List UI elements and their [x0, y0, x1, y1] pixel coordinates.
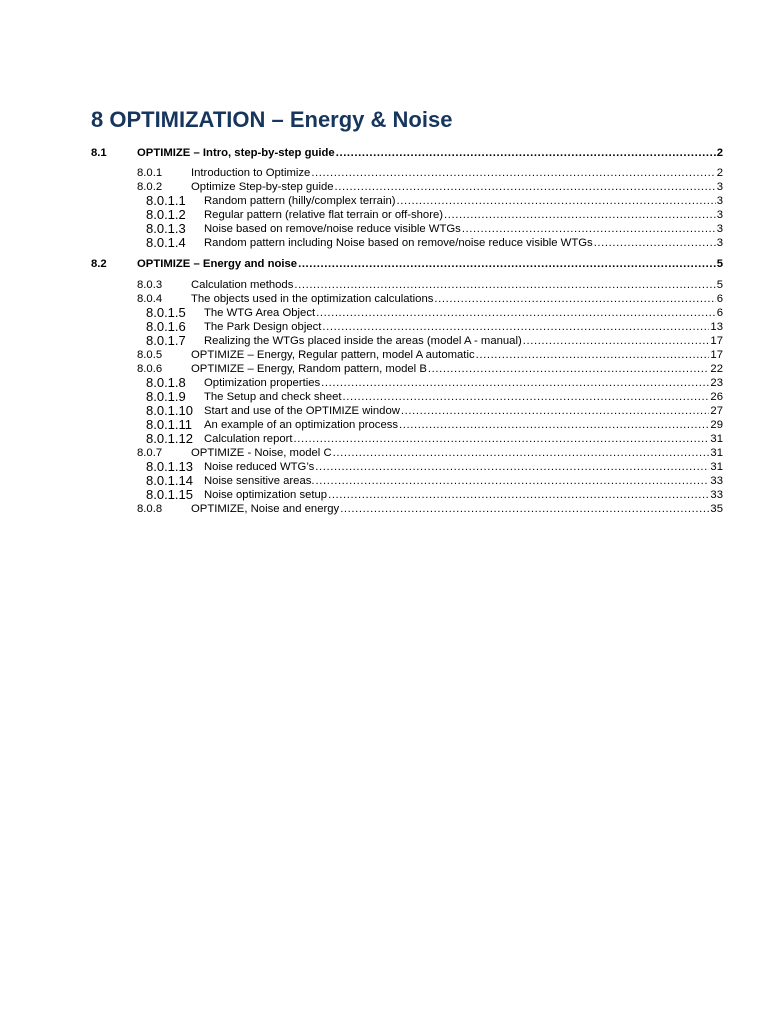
toc-entry-number: 8.1	[91, 147, 107, 159]
toc-entry-page-number: 35	[710, 503, 723, 515]
toc-entry-page-number: 3	[716, 195, 723, 207]
toc-entry-title: Calculation report	[204, 433, 293, 445]
toc-entry[interactable]	[137, 348, 723, 362]
toc-dot-leader	[322, 320, 709, 334]
toc-entry-page-number: 22	[710, 363, 723, 375]
toc-entry[interactable]	[137, 502, 723, 516]
toc-dot-leader	[315, 460, 709, 474]
toc-entry-number: 8.0.2	[137, 181, 163, 193]
toc-entry-title: The Setup and check sheet	[204, 391, 342, 403]
toc-entry[interactable]	[146, 488, 723, 502]
toc-entry-title: OPTIMIZE, Noise and energy	[191, 503, 340, 515]
toc-entry-number: 8.0.1.14	[146, 474, 193, 488]
toc-entry[interactable]	[146, 474, 723, 488]
toc-entry-number: 8.0.1	[137, 167, 163, 179]
toc-entry-title: Noise optimization setup	[204, 489, 328, 501]
toc-entry[interactable]	[91, 146, 723, 160]
toc-entry-number: 8.0.1.6	[146, 320, 186, 334]
toc-dot-leader	[336, 146, 716, 160]
toc-dot-leader	[462, 222, 716, 236]
toc-entry[interactable]	[137, 446, 723, 460]
toc-entry-page-number: 3	[716, 209, 723, 221]
toc-dot-leader	[428, 362, 710, 376]
toc-entry-number: 8.0.8	[137, 503, 163, 515]
toc-entry-number: 8.0.1.15	[146, 488, 193, 502]
toc-entry-page-number: 23	[710, 377, 723, 389]
toc-entry-number: 8.0.1.1	[146, 194, 186, 208]
toc-entry-number: 8.0.1.8	[146, 376, 186, 390]
toc-entry[interactable]	[137, 292, 723, 306]
toc-entry-number: 8.0.7	[137, 447, 163, 459]
toc-entry-page-number: 31	[710, 447, 723, 459]
toc-dot-leader	[594, 236, 716, 250]
toc-dot-leader	[321, 376, 709, 390]
toc-entry-number: 8.0.1.7	[146, 334, 186, 348]
toc-entry-title: The WTG Area Object	[204, 307, 316, 319]
toc-entry[interactable]	[137, 166, 723, 180]
toc-entry-page-number: 13	[710, 321, 723, 333]
toc-entry-number: 8.0.4	[137, 293, 163, 305]
toc-entry-number: 8.0.1.5	[146, 306, 186, 320]
toc-dot-leader	[335, 180, 716, 194]
toc-entry[interactable]	[137, 362, 723, 376]
toc-entry-title: OPTIMIZE – Energy, Random pattern, model B	[191, 363, 427, 375]
toc-entry-number: 8.0.6	[137, 363, 163, 375]
toc-entry-title: The Park Design object	[204, 321, 322, 333]
toc-entry-page-number: 3	[716, 237, 723, 249]
toc-dot-leader	[316, 306, 716, 320]
toc-dot-leader	[476, 348, 710, 362]
toc-entry-title: OPTIMIZE – Energy, Regular pattern, model A automatic	[191, 349, 475, 361]
toc-entry-page-number: 31	[710, 433, 723, 445]
toc-entry-number: 8.0.1.2	[146, 208, 186, 222]
toc-entry-page-number: 2	[716, 167, 723, 179]
toc-entry-page-number: 5	[716, 279, 723, 291]
toc-dot-leader	[328, 488, 709, 502]
toc-entry-page-number: 3	[716, 223, 723, 235]
toc-entry[interactable]	[137, 180, 723, 194]
toc-entry-page-number: 17	[710, 349, 723, 361]
toc-entry-title: OPTIMIZE - Noise, model C	[191, 447, 332, 459]
toc-entry-title: Random pattern (hilly/complex terrain)	[204, 195, 396, 207]
toc-dot-leader	[397, 194, 716, 208]
toc-entry-title: Random pattern including Noise based on remove/noise reduce visible WTGs	[204, 237, 593, 249]
toc-entry-number: 8.0.1.4	[146, 236, 186, 250]
toc-entry-page-number: 2	[716, 147, 723, 159]
toc-entry[interactable]	[146, 390, 723, 404]
toc-dot-leader	[343, 390, 710, 404]
toc-entry-number: 8.0.3	[137, 279, 163, 291]
toc-entry-page-number: 27	[710, 405, 723, 417]
toc-entry[interactable]	[146, 376, 723, 390]
toc-entry-page-number: 3	[716, 181, 723, 193]
toc-entry-title: Calculation methods	[191, 279, 294, 291]
toc-dot-leader	[444, 208, 716, 222]
toc-entry[interactable]	[146, 194, 723, 208]
toc-dot-leader	[298, 257, 716, 271]
toc-entry-title: Regular pattern (relative flat terrain or off-shore)	[204, 209, 444, 221]
toc-entry-number: 8.0.1.3	[146, 222, 186, 236]
toc-dot-leader	[316, 474, 710, 488]
toc-entry-title: Noise based on remove/noise reduce visible WTGs	[204, 223, 461, 235]
toc-entry[interactable]	[146, 334, 723, 348]
toc-entry[interactable]	[146, 418, 723, 432]
toc-entry-number: 8.0.1.11	[146, 418, 193, 432]
toc-entry[interactable]	[146, 306, 723, 320]
toc-entry-page-number: 6	[716, 307, 723, 319]
toc-entry-page-number: 33	[710, 489, 723, 501]
toc-entry[interactable]	[146, 460, 723, 474]
toc-dot-leader	[340, 502, 709, 516]
toc-entry-title: The objects used in the optimization calculations	[191, 293, 434, 305]
toc-entry-page-number: 5	[716, 258, 723, 270]
toc-entry-title: Realizing the WTGs placed inside the areas (model A - manual)	[204, 335, 522, 347]
toc-entry-title: Introduction to Optimize	[191, 167, 311, 179]
toc-entry-page-number: 26	[710, 391, 723, 403]
toc-entry-title: Start and use of the OPTIMIZE window	[204, 405, 400, 417]
toc-dot-leader	[333, 446, 710, 460]
toc-entry[interactable]	[146, 208, 723, 222]
toc-entry-page-number: 17	[710, 335, 723, 347]
toc-entry-page-number: 29	[710, 419, 723, 431]
toc-entry-number: 8.0.5	[137, 349, 163, 361]
toc-dot-leader	[401, 404, 710, 418]
toc-entry-number: 8.0.1.9	[146, 390, 186, 404]
toc-entry-page-number: 31	[710, 461, 723, 473]
toc-entry-title: Optimization properties	[204, 377, 321, 389]
toc-entry-title: Optimize Step-by-step guide	[191, 181, 334, 193]
toc-entry[interactable]	[146, 320, 723, 334]
toc-entry-number: 8.0.1.13	[146, 460, 193, 474]
toc-dot-leader	[294, 278, 715, 292]
toc-entry-title: Noise sensitive areas.	[204, 475, 315, 487]
toc-entry[interactable]	[137, 278, 723, 292]
toc-entry-title: Noise reduced WTG’s	[204, 461, 315, 473]
toc-dot-leader	[523, 334, 710, 348]
toc-entry[interactable]	[91, 257, 723, 271]
toc-dot-leader	[399, 418, 709, 432]
toc-dot-leader	[311, 166, 715, 180]
toc-entry[interactable]	[146, 222, 723, 236]
page-title: 8 OPTIMIZATION – Energy & Noise	[91, 107, 453, 132]
toc-entry-page-number: 6	[716, 293, 723, 305]
toc-entry[interactable]	[146, 236, 723, 250]
toc-entry-page-number: 33	[710, 475, 723, 487]
toc-entry-title: OPTIMIZE – Intro, step-by-step guide	[137, 147, 335, 159]
toc-entry-number: 8.2	[91, 258, 107, 270]
toc-entry[interactable]	[146, 404, 723, 418]
toc-entry-title: OPTIMIZE – Energy and noise	[137, 258, 298, 270]
toc-entry[interactable]	[146, 432, 723, 446]
toc-dot-leader	[294, 432, 710, 446]
toc-entry-title: An example of an optimization process	[204, 419, 399, 431]
toc-dot-leader	[434, 292, 715, 306]
toc-entry-number: 8.0.1.12	[146, 432, 193, 446]
toc-entry-number: 8.0.1.10	[146, 404, 193, 418]
